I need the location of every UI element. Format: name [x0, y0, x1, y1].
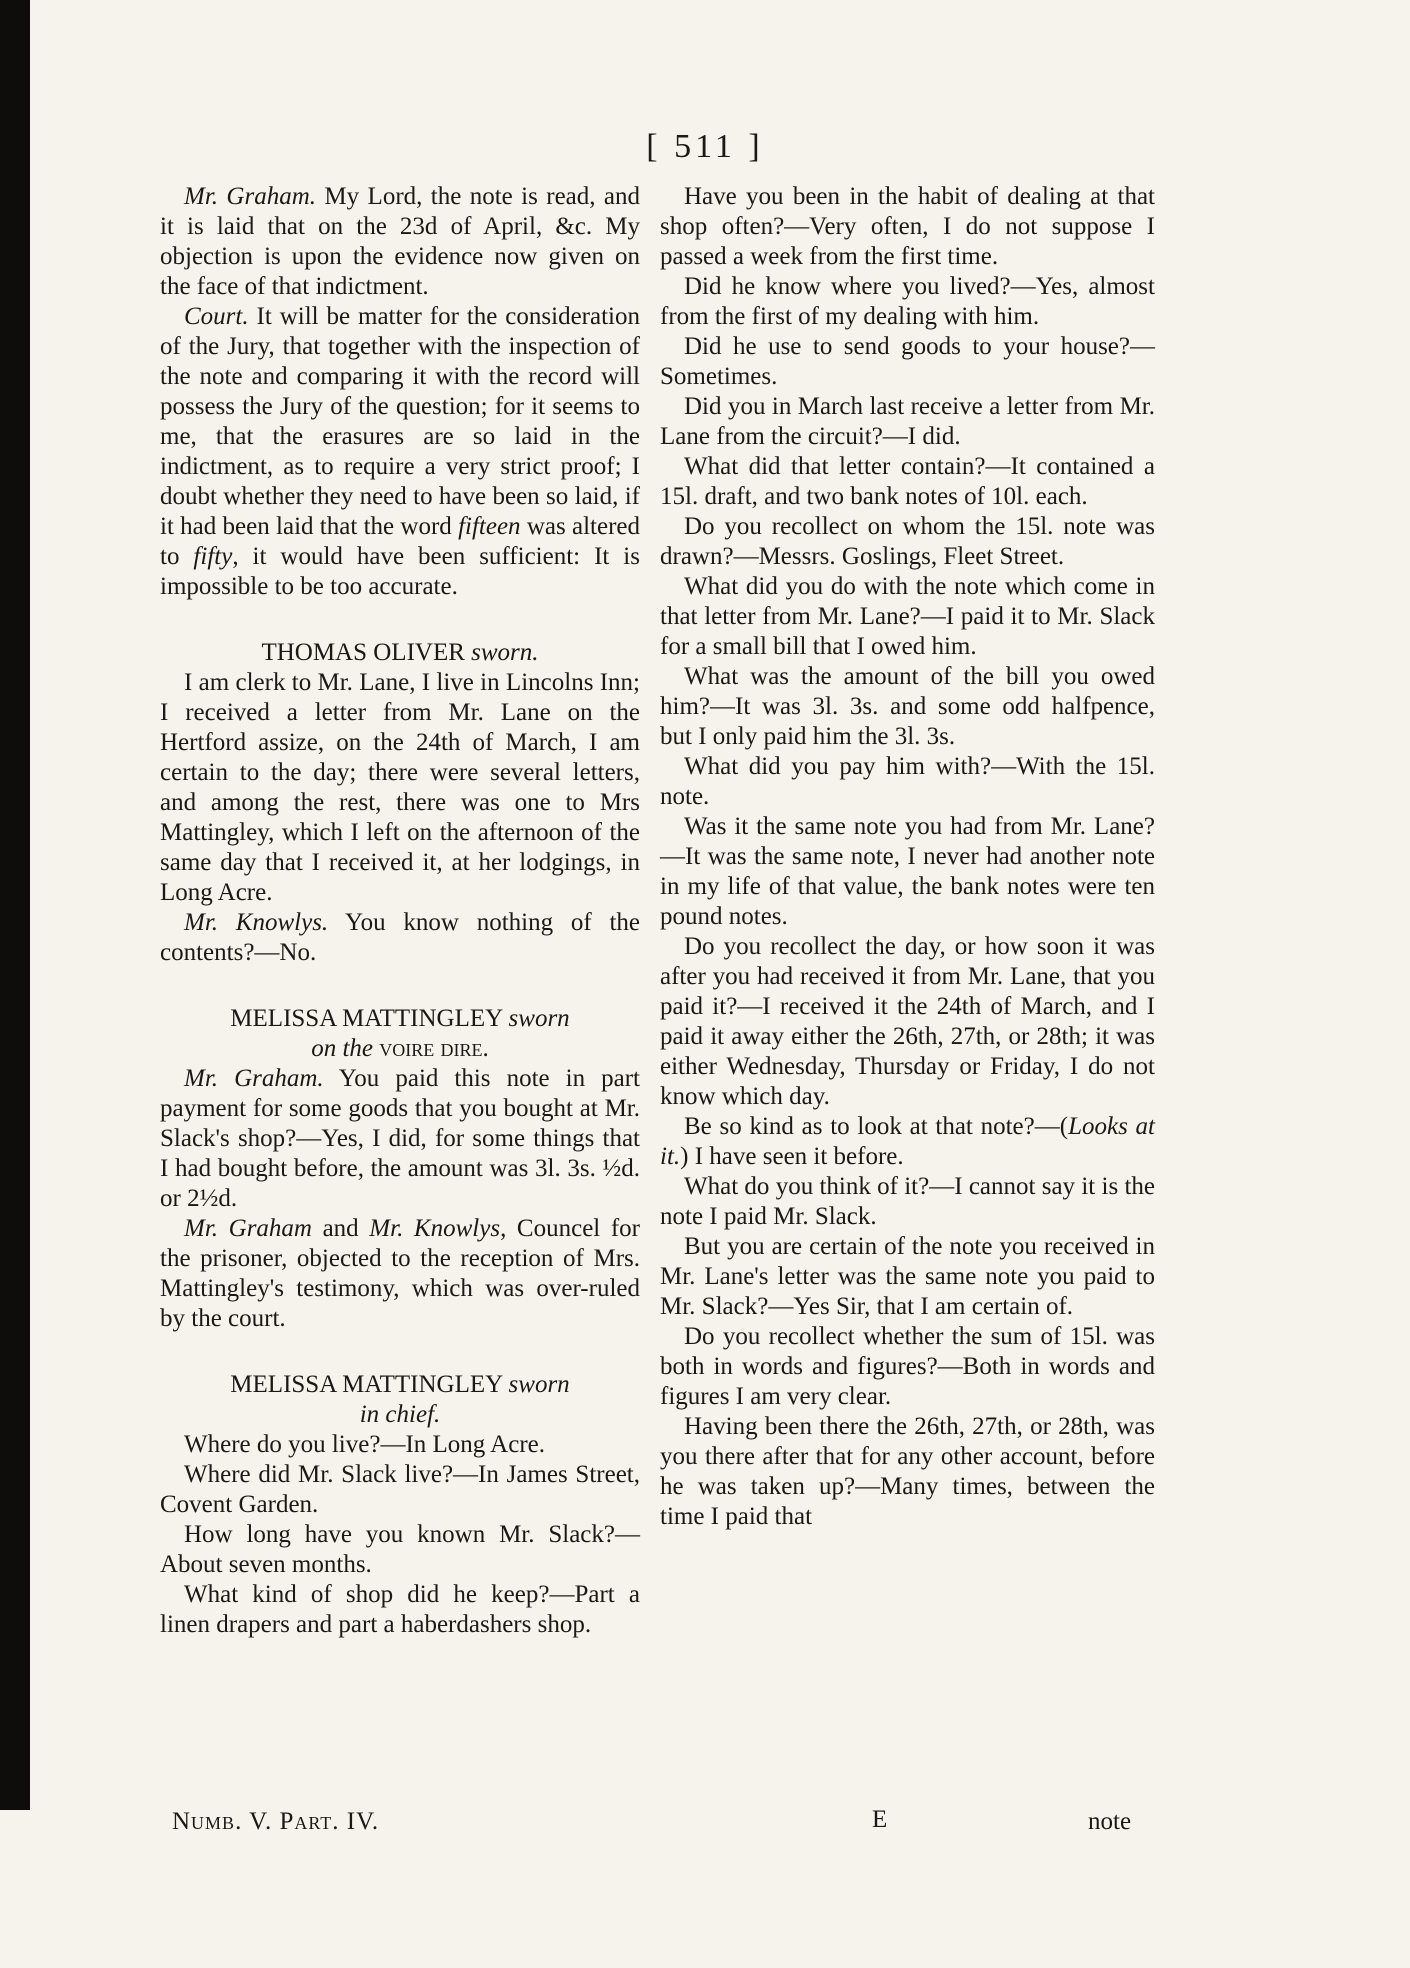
- paragraph: What kind of shop did he keep?—Part a linen drapers and part a haberdashers shop.: [160, 1581, 640, 1638]
- emphasis: fifty: [193, 543, 233, 570]
- right-column: [660, 182, 1155, 1532]
- paragraph: Did he use to send goods to your house?—Sometimes.: [660, 333, 1155, 390]
- paragraph-text: , Councel for the prisoner, objected to the reception of Mrs. Mattingley's testimony, which was over-ruled by the court.: [160, 1215, 640, 1332]
- speaker-name: Mr. Graham: [184, 1215, 312, 1242]
- paragraph: Where did Mr. Slack live?—In James Street, Covent Garden.: [160, 1461, 640, 1518]
- paragraph: Do you recollect whether the sum of 15l. was both in words and figures?—Both in words and figures I am very clear.: [660, 1323, 1155, 1410]
- witness-name: THOMAS OLIVER: [261, 639, 472, 666]
- paragraph-text: My Lord, the note is read, and it is laid that on the 23d of April, &c. My objection is upon the evidence now given on the face of that indictment.: [160, 183, 641, 300]
- witness-name: MELISSA MATTINGLEY: [230, 1371, 509, 1398]
- witness-name: MELISSA MATTINGLEY: [230, 1005, 509, 1032]
- speaker-name: Mr. Graham.: [184, 183, 317, 210]
- part-label: Numb. V. Part. IV.: [172, 1808, 380, 1835]
- witness-heading: [160, 1004, 640, 1034]
- paragraph: Did he know where you lived?—Yes, almost from the first of my dealing with him.: [660, 273, 1155, 330]
- paragraph: What did you do with the note which come in that letter from Mr. Lane?—I paid it to Mr. Slack for a small bill that I owed him.: [660, 573, 1155, 660]
- sworn-label: sworn: [508, 1371, 570, 1398]
- paragraph-text: Be so kind as to look at that note?—(: [684, 1113, 1069, 1140]
- catchword: note: [1088, 1808, 1132, 1835]
- sworn-label: sworn.: [471, 639, 539, 666]
- paragraph: How long have you known Mr. Slack?—About seven months.: [160, 1521, 640, 1578]
- paragraph: [160, 1064, 640, 1214]
- witness-heading: [160, 638, 640, 668]
- emphasis: fifteen: [458, 513, 521, 540]
- paragraph: [160, 908, 640, 968]
- sworn-label: sworn: [508, 1005, 570, 1032]
- paragraph: Do you recollect on whom the 15l. note was drawn?—Messrs. Goslings, Fleet Street.: [660, 513, 1155, 570]
- witness-subheading: in chief.: [359, 1401, 441, 1428]
- paragraph: Did you in March last receive a letter from Mr. Lane from the circuit?—I did.: [660, 393, 1155, 450]
- witness-subheading: [160, 1034, 640, 1064]
- paragraph-text: You paid this note in part payment for some goods that you bought at Mr. Slack's shop?—Yes, I did, for some things that I had bought before, the amount was 3l. 3s. ½d. or 2½d.: [160, 1065, 640, 1212]
- paragraph: Having been there the 26th, 27th, or 28th, was you there after that for any other account, before he was taken up?—Many times, between the time I paid that: [660, 1413, 1155, 1530]
- speaker-name: Mr. Knowlys.: [184, 909, 329, 936]
- signature-mark: E: [872, 1806, 888, 1833]
- paragraph: Do you recollect the day, or how soon it was after you had received it from Mr. Lane, that you paid it?—I received it the 24th of March, and I paid it away either the 26th, 27th, or 28th; it was either Wednesday, Thursday or Friday, I do not know which day.: [660, 933, 1155, 1110]
- paragraph: What do you think of it?—I cannot say it is the note I paid Mr. Slack.: [660, 1173, 1155, 1230]
- paragraph-text: and: [311, 1215, 370, 1242]
- paragraph: [160, 182, 640, 302]
- subheading-text: on the: [311, 1035, 380, 1062]
- page-binding-edge: [0, 0, 30, 1810]
- speaker-name: Court.: [184, 303, 249, 330]
- paragraph-text: was altered to: [160, 513, 640, 570]
- paragraph: [160, 302, 640, 602]
- paragraph-text: ) I have seen it before.: [680, 1143, 904, 1170]
- paragraph: Where do you live?—In Long Acre.: [184, 1431, 545, 1458]
- paragraph: What was the amount of the bill you owed him?—It was 3l. 3s. and some odd halfpence, but I only paid him the 3l. 3s.: [660, 663, 1155, 750]
- speaker-name: Mr. Knowlys: [369, 1215, 501, 1242]
- paragraph: What did you pay him with?—With the 15l. note.: [660, 753, 1155, 810]
- paragraph: What did that letter contain?—It contained a 15l. draft, and two bank notes of 10l. each.: [660, 453, 1155, 510]
- left-column: [160, 182, 640, 1640]
- emphasis: Looks at it.: [660, 1113, 1155, 1170]
- witness-heading: [160, 1370, 640, 1400]
- paragraph-text: You know nothing of the contents?—No.: [160, 909, 641, 966]
- paragraph: But you are certain of the note you received in Mr. Lane's letter was the same note you paid to Mr. Slack?—Yes Sir, that I am certain of.: [660, 1233, 1155, 1320]
- speaker-name: Mr. Graham.: [184, 1065, 324, 1092]
- paragraph: [660, 1112, 1155, 1172]
- page-number: [ 511 ]: [646, 128, 764, 165]
- paragraph: I am clerk to Mr. Lane, I live in Lincolns Inn; I received a letter from Mr. Lane on the Hertford assize, on the 24th of March, I am certain to the day; there were several letters, and among the rest, there was one to Mrs Mattingley, which I left on the afternoon of the same day that I received it, at her lodgings, in Long Acre.: [160, 669, 640, 906]
- subheading-smallcaps: voire dire.: [379, 1035, 489, 1062]
- paragraph: Have you been in the habit of dealing at that shop often?—Very often, I do not suppose I passed a week from the first time.: [660, 183, 1155, 270]
- paragraph: Was it the same note you had from Mr. Lane?—It was the same note, I never had another note in my life of that value, the bank notes were ten pound notes.: [660, 813, 1155, 930]
- paragraph-text: , it would have been sufficient: It is impossible to be too accurate.: [160, 543, 640, 600]
- paragraph: [160, 1214, 640, 1334]
- paragraph-text: It will be matter for the consideration of the Jury, that together with the inspection of the note and comparing it with the record will possess the Jury of the question; for it seems to me, that the erasures are so laid in the indictment, as to require a very strict proof; I doubt whether they need to have been so laid, if it had been laid that the word: [160, 303, 640, 540]
